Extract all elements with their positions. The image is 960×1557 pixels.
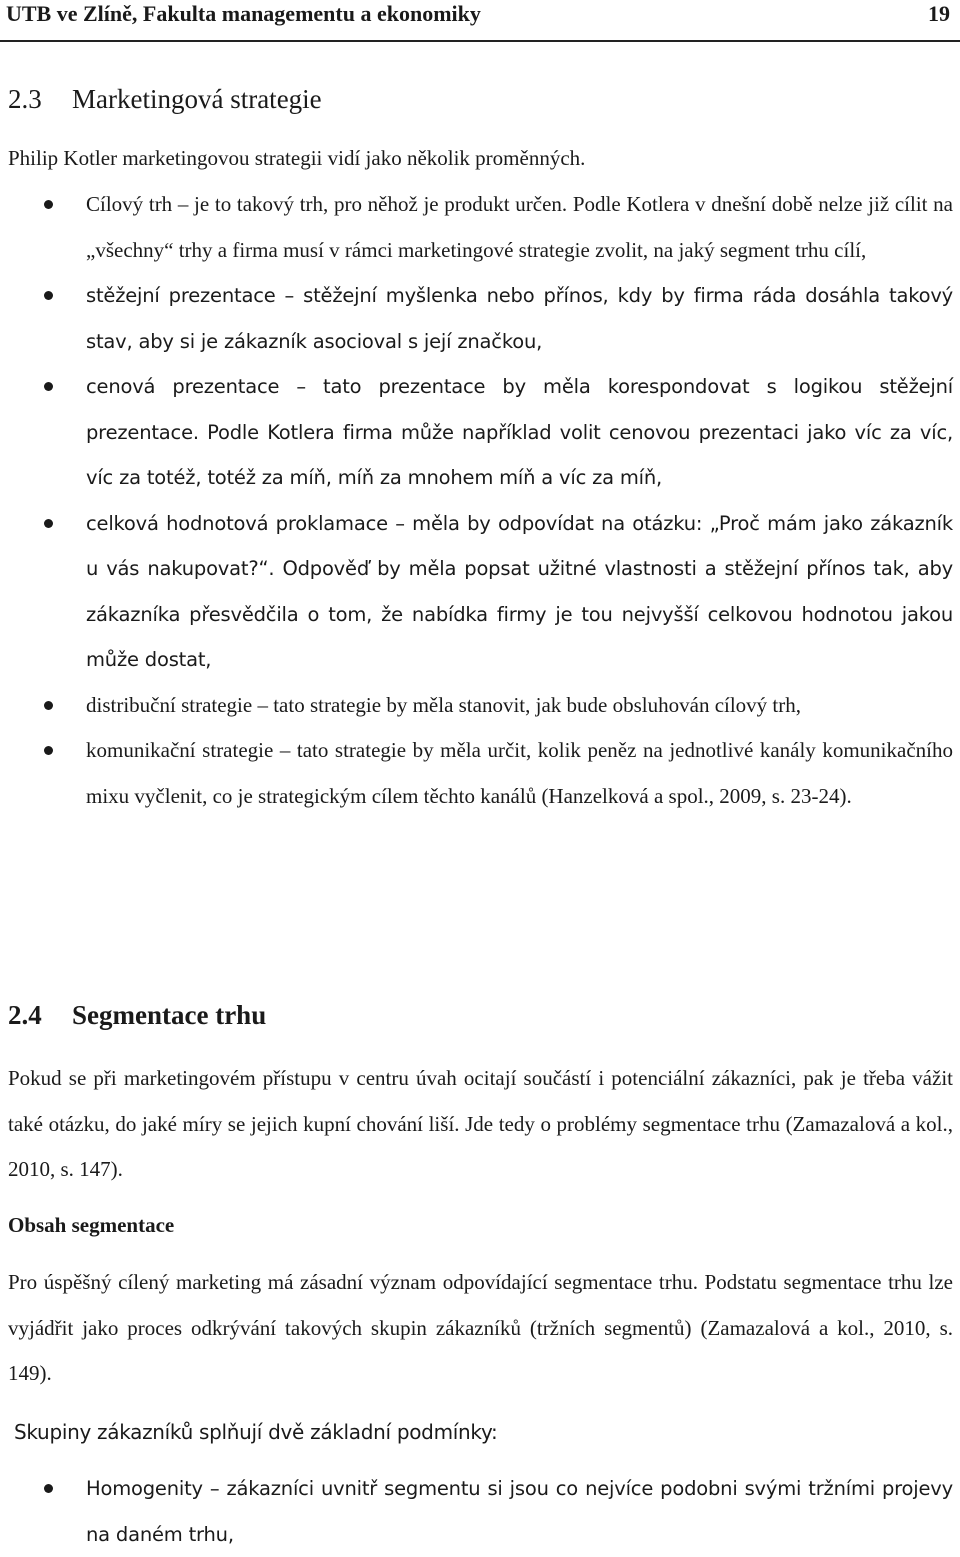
section-title: Marketingová strategie (72, 84, 322, 114)
section-title: Segmentace trhu (72, 1000, 267, 1030)
bullet-icon (44, 701, 53, 710)
list-item-text: distribuční strategie – tato strategie by měla stanovit, jak bude obsluhován cílový trh, (86, 692, 802, 717)
running-header (0, 0, 960, 42)
list-item (0, 1466, 953, 1557)
list-item (0, 728, 953, 819)
list-item-text: Homogenity – zákazníci uvnitř segmentu si jsou co nejvíce podobni svými tržními projevy na daném trhu, (86, 1477, 953, 1546)
list-item (0, 182, 953, 273)
intro-paragraph: Philip Kotler marketingovou strategii vidí jako několik proměnných. (8, 146, 586, 170)
list-item (0, 273, 953, 364)
bullet-icon (44, 746, 53, 755)
list-item-text: cenová prezentace – tato prezentace by měla korespondovat s logikou stěžejní prezentace. Podle Kotlera firma může například volit cenovou prezentaci jako víc za víc, víc za totéž, totéž za míň, míň za mnohem míň a víc za míň, (86, 375, 953, 489)
section-heading-2-3 (8, 82, 322, 116)
list-item-text: celková hodnotová proklamace – měla by odpovídat na otázku: „Proč mám jako zákazník u vás nakupovat?“. Odpověď by měla popsat užitné vlastnosti a stěžejní přínos tak, aby zákazníka přesvědčila o tom, že nabídka firmy je tou nejvyšší celkovou hodnotou jakou může dostat, (86, 511, 953, 671)
header-title: UTB ve Zlíně, Fakulta managementu a ekonomiky (6, 1, 481, 26)
list-item-text: Cílový trh – je to takový trh, pro něhož je produkt určen. Podle Kotlera v dnešní době nelze již cílit na „všechny“ trhy a firma musí v rámci marketingové strategie zvolit, na jaký segment trhu cílí, (86, 192, 953, 262)
section-number: 2.3 (8, 84, 42, 114)
list-item-text: stěžejní prezentace – stěžejní myšlenka nebo přínos, kdy by firma ráda dosáhla takový stav, aby si je zákazník asocioval s její značkou, (86, 284, 953, 353)
bullet-icon (44, 291, 53, 300)
conditions-bullet-list (0, 1466, 960, 1557)
page-number: 19 (928, 1, 950, 26)
bullet-icon (44, 382, 53, 391)
list-item (0, 501, 953, 683)
segmentation-paragraph: Pokud se při marketingovém přístupu v centru úvah ocitají součástí i potenciální zákazníci, pak je třeba vážit také otázku, do jaké míry se jejich kupní chování liší. Jde tedy o problémy segmentace trhu (Zamazalová a kol., 2010, s. 147). (8, 1066, 953, 1181)
obsah-paragraph: Pro úspěšný cílený marketing má zásadní význam odpovídající segmentace trhu. Podstatu segmentace trhu lze vyjádřit jako proces odkrývání takových skupin zákazníků (tržních segmentů) (Zamazalová a kol., 2010, s. 149). (8, 1270, 953, 1385)
bullet-icon (44, 1484, 53, 1493)
section-number: 2.4 (8, 1000, 42, 1030)
strategy-bullet-list (0, 182, 960, 819)
list-item (0, 364, 953, 501)
bullet-icon (44, 519, 53, 528)
section-heading-2-4 (8, 998, 266, 1032)
conditions-intro: Skupiny zákazníků splňují dvě základní podmínky: (14, 1420, 498, 1444)
subheading-obsah-segmentace: Obsah segmentace (8, 1213, 175, 1237)
list-item (0, 683, 953, 729)
bullet-icon (44, 200, 53, 209)
list-item-text: komunikační strategie – tato strategie by měla určit, kolik peněz na jednotlivé kanály komunikačního mixu vyčlenit, co je strategickým cílem těchto kanálů (Hanzelková a spol., 2009, s. 23-24). (86, 738, 953, 808)
